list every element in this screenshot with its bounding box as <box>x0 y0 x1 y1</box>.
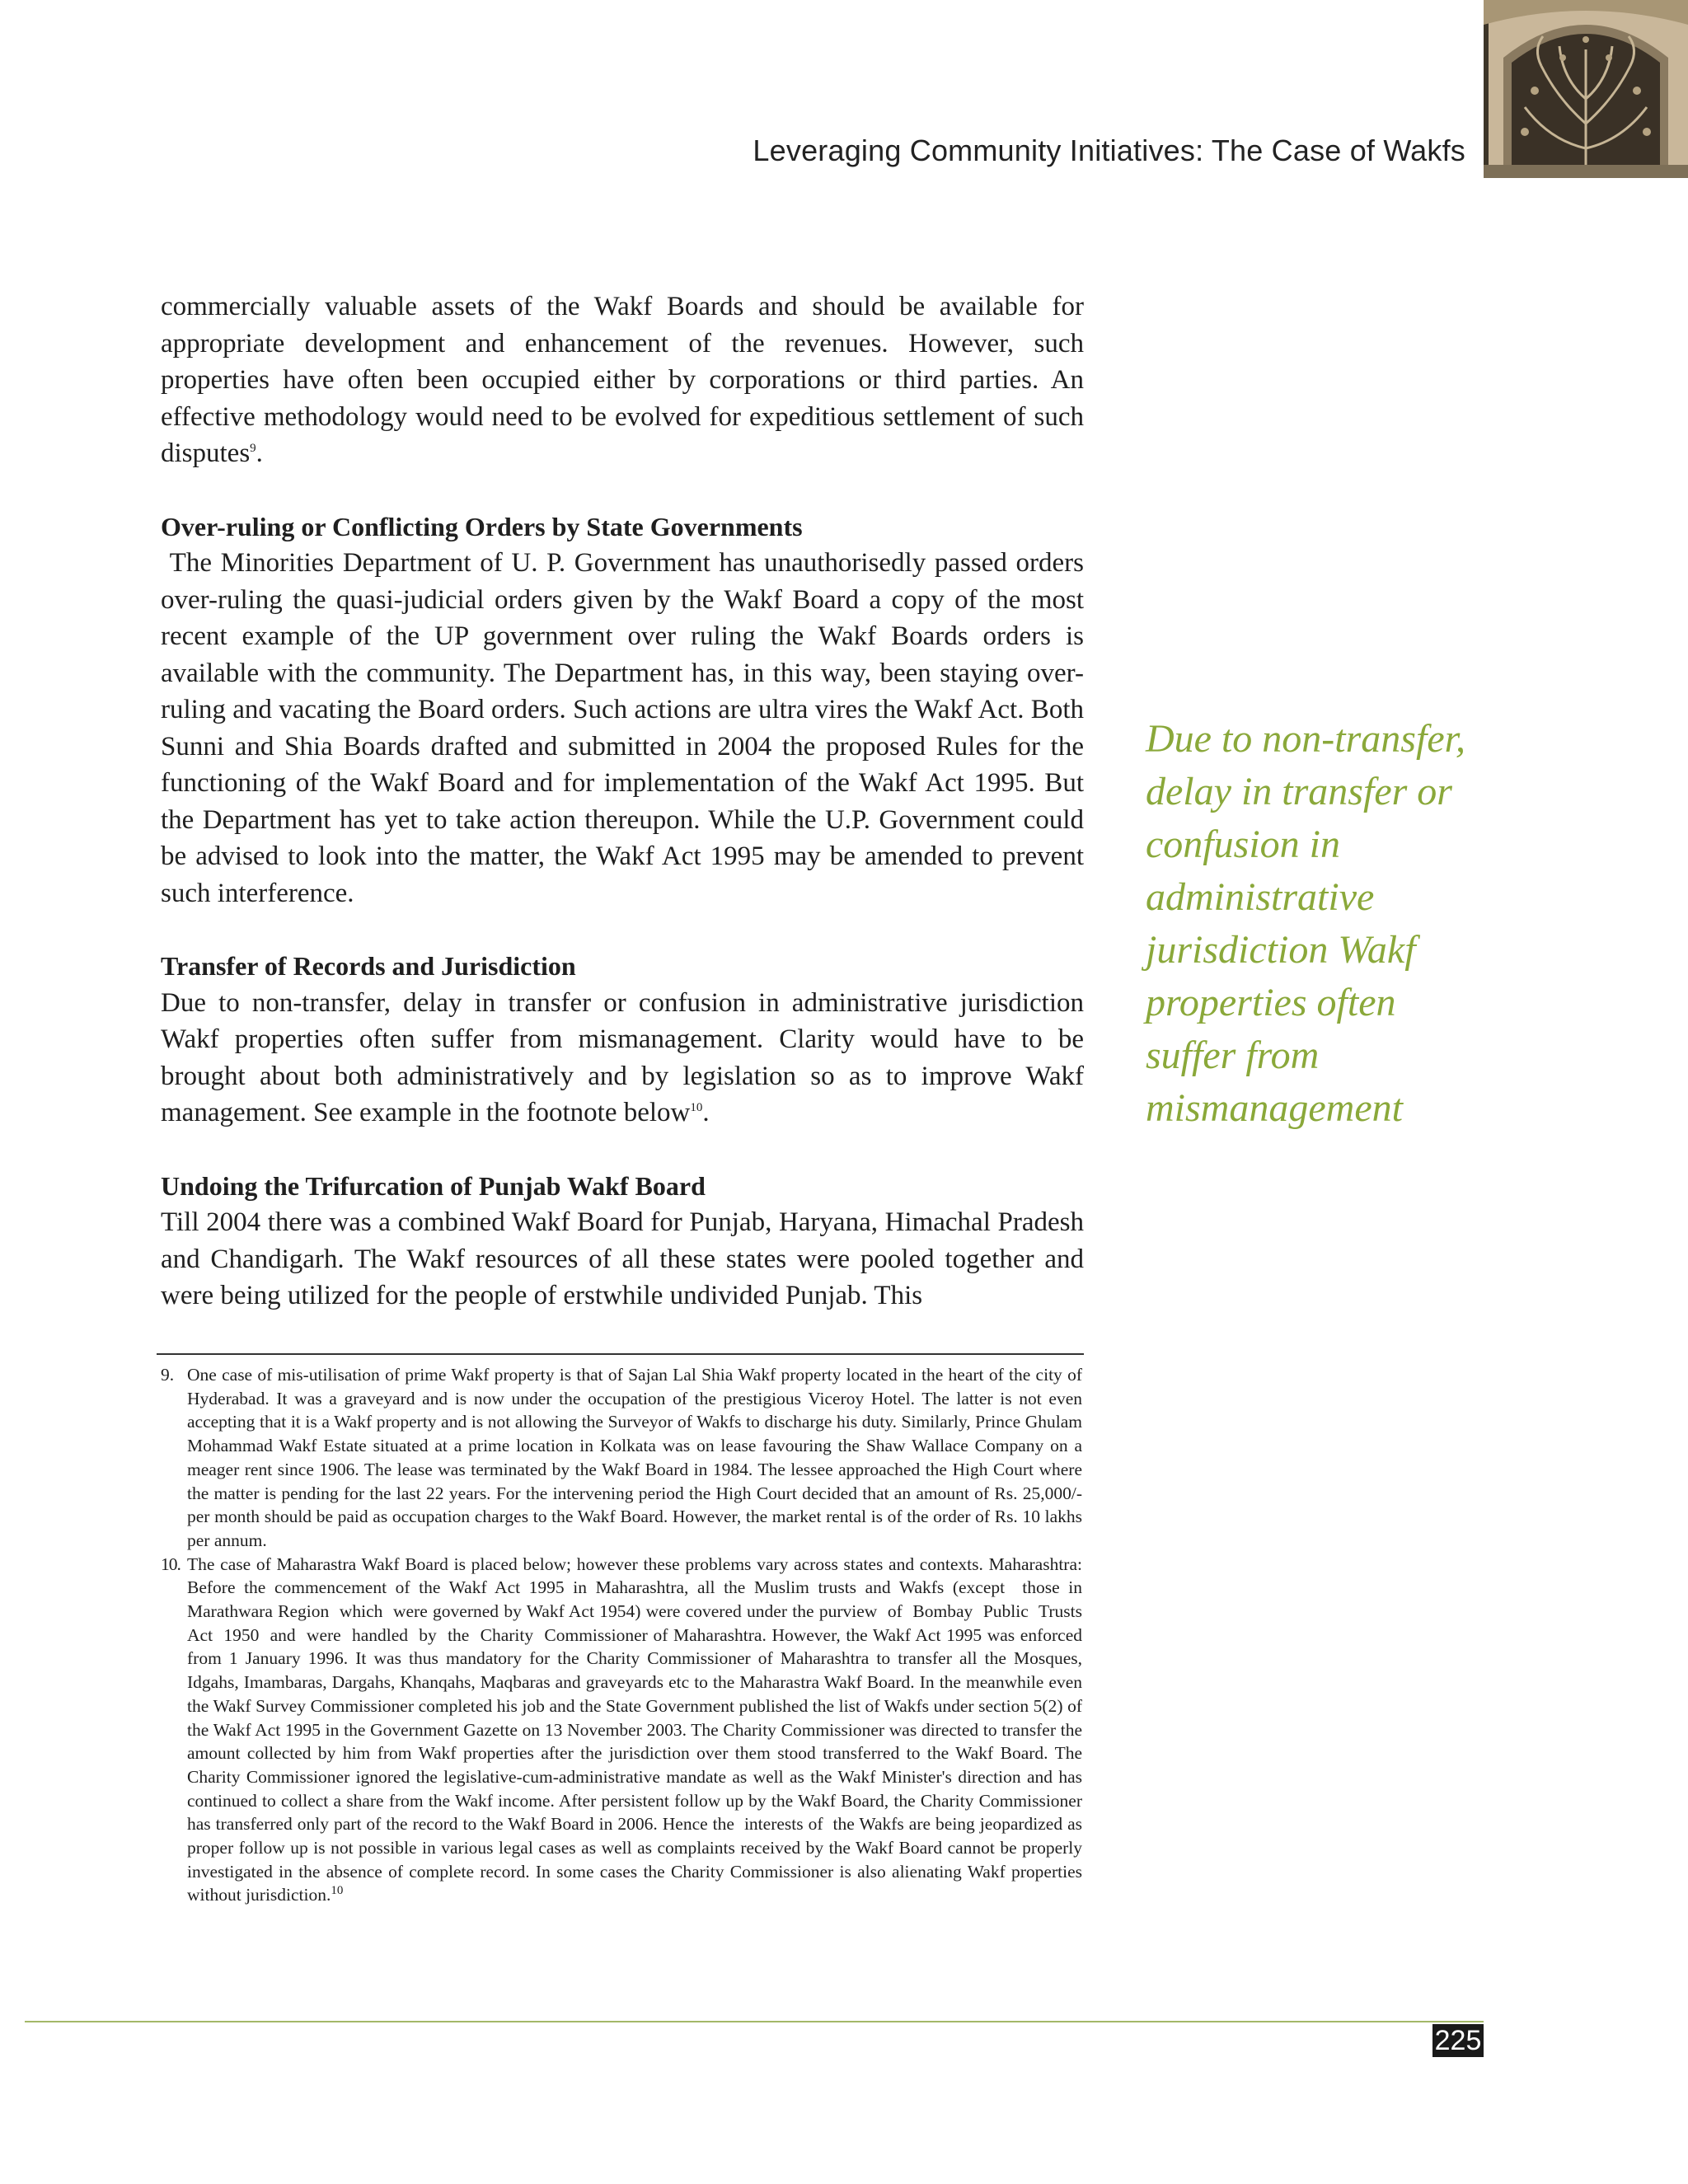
main-text-column <box>161 288 1091 1315</box>
footnote-9 <box>161 1363 1082 1553</box>
footnote-number: 10. <box>161 1554 181 1574</box>
footnote-number: 9. <box>161 1365 175 1385</box>
section-body-transfer-records <box>161 985 1084 1132</box>
section-heading-transfer-records: Transfer of Records and Jurisdiction <box>161 951 576 981</box>
footnote-10 <box>161 1553 1091 1908</box>
section-body-over-ruling: The Minorities Department of U. P. Government has unauthorisedly passed orders over-ruling the quasi-judicial orders given by the Wakf Board a copy of the most recent example of the UP government over ruling the Wakf Boards orders is available with the community. The Department has, in this way, been staying over-ruling and vacating the Board orders. Such actions are ultra vires the Wakf Act. Both Sunni and Shia Boards drafted and submitted in 2004 the proposed Rules for the functioning of the Wakf Board and for implementation of the Wakf Act 1995. But the Department has yet to take action thereupon. While the U.P. Government could be advised to look into the matter, the Wakf Act 1995 may be amended to prevent such interference. <box>161 548 1091 908</box>
footnote-ref-10[interactable]: 10 <box>690 1101 703 1114</box>
intro-paragraph <box>161 288 1084 472</box>
running-title: Leveraging Community Initiatives: The Case of Wakfs <box>753 134 1465 167</box>
section-body-transfer-records-text: Due to non-transfer, delay in transfer or confusion in administrative jurisdiction Wakf properties often suffer from mismanagement. Clarity would have to be brought about both administratively and by legislation so as to improve Wakf management. See example in the footnote below <box>161 987 1084 1127</box>
carved-stone-lattice-window-image <box>1484 0 1688 178</box>
footnotes <box>161 1363 1091 1907</box>
section-body-punjab-trifurcation: Till 2004 there was a combined Wakf Board for Punjab, Haryana, Himachal Pradesh and Chandigarh. The Wakf resources of all these states were pooled together and were being utilized for the people of erstwhile undivided Punjab. This <box>161 1207 1084 1310</box>
pull-quote: Due to non-transfer, delay in transfer or confusion in administrative jurisdiction Wakf properties often suffer from mismanagement <box>1146 717 1465 1130</box>
page-number: 225 <box>1432 2024 1484 2057</box>
section-body-transfer-records-tail: . <box>702 1098 710 1127</box>
intro-paragraph-text: commercially valuable assets of the Wakf Boards and should be available for appropriate development and enhancement of the revenues. However, such properties have often been occupied either by corporations or third parties. An effective methodology would need to be evolved for expeditious settlement of such disputes <box>161 292 1084 468</box>
footnote-text: One case of mis-utilisation of prime Wakf property is that of Sajan Lal Shia Wakf property located in the heart of the city of Hyderabad. It was a graveyard and is now under the occupation of the prestigious Viceroy Hotel. The latter is not even accepting that it is a Wakf property and is not allowing the Surveyor of Wakfs to discharge his duty. Similarly, Prince Ghulam Mohammad Wakf Estate situated at a prime location in Kolkata was on lease favouring the Shaw Wallace Company on a meager rent since 1906. The lease was terminated by the Wakf Board in 1984. The lessee approached the High Court where the matter is pending for the last 22 years. For the intervening period the High Court decided that an amount of Rs. 25,000/- per month should be paid as occupation charges to the Wakf Board. However, the market rental is of the order of Rs. 10 lakhs per annum. <box>187 1365 1082 1550</box>
footnote-text-wrapper <box>187 1553 1091 1908</box>
section-heading-over-ruling: Over-ruling or Conflicting Orders by State Governments <box>161 511 803 541</box>
section-heading-punjab-trifurcation: Undoing the Trifurcation of Punjab Wakf Board <box>161 1170 706 1201</box>
intro-paragraph-tail: . <box>256 438 263 468</box>
footnote-ref-9[interactable]: 9 <box>250 442 256 455</box>
footnote-divider <box>157 1353 1084 1355</box>
footnote-trailing-ref: 10 <box>331 1884 344 1898</box>
footnote-text: The case of Maharastra Wakf Board is placed below; however these problems vary across states and contexts. Maharashtra: Before the commencement of the Wakf Act 1995 in Maharashtra, all the Muslim trusts and Wakfs (except those in Marathwara Region which were governed by Wakf Act 1954) were covered under the purview of Bombay Public Trusts Act 1950 and were handled by the Charity Commissioner of Maharashtra. However, the Wakf Act 1995 was enforced from 1 January 1996. It was thus mandatory for the Charity Commissioner of Maharashtra to transfer all the Mosques, Idgahs, Imambaras, Dargahs, Khanqahs, Maqbaras and graveyards etc to the Maharastra Wakf Board. In the meanwhile even the Wakf Survey Commissioner completed his job and the State Government published the list of Wakfs under section 5(2) of the Wakf Act 1995 in the Government Gazette on 13 November 2003. The Charity Commissioner was directed to transfer the amount collected by him from Wakf properties after the jurisdiction over them stood transferred to the Wakf Board. The Charity Commissioner ignored the legislative-cum-administrative mandate as well as the Wakf Minister's direction and has continued to collect a share from the Wakf income. After persistent follow up by the Wakf Board, the Charity Commissioner has transferred only part of the record to the Wakf Board in 2006. Hence the interests of the Wakfs are being jeopardized as proper follow up is not possible in various legal cases as well as complaints received by the Wakf Board cannot be properly investigated in the absence of complete record. In some cases the Charity Commissioner is also alienating Wakf properties without jurisdiction. <box>187 1554 1091 1905</box>
footer-rule <box>25 2021 1484 2022</box>
